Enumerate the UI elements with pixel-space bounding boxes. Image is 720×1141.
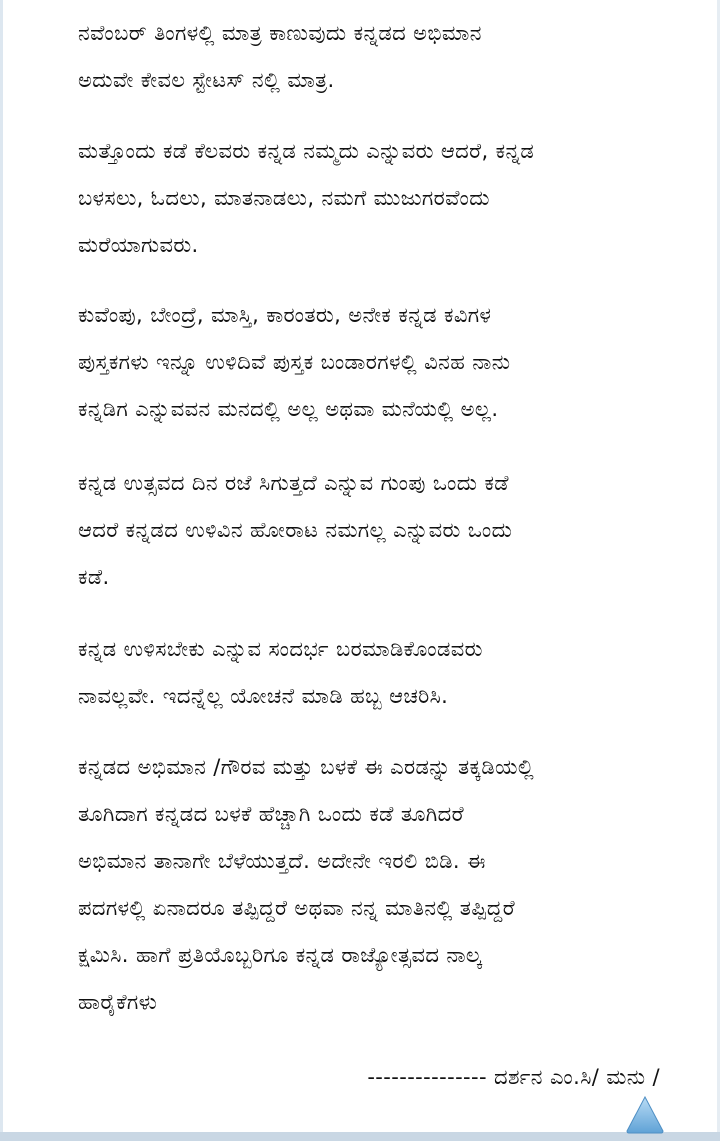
text-line: ತೂಗಿದಾಗ ಕನ್ನಡದ ಬಳಕೆ ಹೆಚ್ಚಾಗಿ ಒಂದು ಕಡೆ ತೂಗಿದರೆ [78,802,464,826]
text-line: ನಾವಲ್ಲವೇ. ಇದನ್ನೆಲ್ಲ ಯೋಚನೆ ಮಾಡಿ ಹಬ್ಬ ಆಚರಿಸಿ. [78,684,449,708]
text-line: ಅದುವೇ ಕೇವಲ ಸ್ಟೇಟಸ್ ನಲ್ಲಿ ಮಾತ್ರ. [78,68,335,92]
paragraph [78,626,688,720]
page-bottom-edge [0,1132,720,1141]
text-line: ಕುವೆಂಪು, ಬೇಂದ್ರೆ, ಮಾಸ್ತಿ, ಕಾರಂತರು, ಅನೇಕ ಕನ್ನಡ ಕವಿಗಳ [78,303,492,327]
paragraph [78,10,688,104]
text-line: ಪದಗಳಲ್ಲಿ ಏನಾದರೂ ತಪ್ಪಿದ್ದರೆ ಅಥವಾ ನನ್ನ ಮಾತಿನಲ್ಲಿ ತಪ್ಪಿದ್ದರೆ [78,896,516,920]
text-line: ಮತ್ತೊಂದು ಕಡೆ ಕೆಲವರು ಕನ್ನಡ ನಮ್ಮದು ಎನ್ನುವರು ಆದರೆ, ಕನ್ನಡ [78,139,535,163]
text-line: ಹಾರೈಕೆಗಳು [78,990,158,1014]
paragraph [78,128,688,269]
paragraph [78,292,688,433]
text-line: ಅಭಿಮಾನ ತಾನಾಗೇ ಬೆಳೆಯುತ್ತದೆ. ಅದೇನೇ ಇರಲಿ ಬಿಡಿ. ಈ [78,849,486,873]
text-line: ಕಡೆ. [78,565,110,589]
text-line: ನವೆಂಬರ್ ತಿಂಗಳಲ್ಲಿ ಮಾತ್ರ ಕಾಣುವುದು ಕನ್ನಡದ ಅಭಿಮಾನ [78,21,482,45]
text-line: ಕನ್ನಡದ ಅಭಿಮಾನ /ಗೌರವ ಮತ್ತು ಬಳಕೆ ಈ ಎರಡನ್ನು ತಕ್ಕಡಿಯಲ್ಲಿ [78,755,535,779]
triangle-scroll-thumb-icon[interactable] [623,1095,667,1135]
text-line: ಮರೆಯಾಗುವರು. [78,233,199,257]
text-line: ಕನ್ನಡಿಗ ಎನ್ನುವವನ ಮನದಲ್ಲಿ ಅಲ್ಲ ಅಥವಾ ಮನೆಯಲ್ಲಿ ಅಲ್ಲ. [78,397,499,421]
text-line: ಆದರೆ ಕನ್ನಡದ ಉಳಿವಿನ ಹೋರಾಟ ನಮಗಲ್ಲ ಎನ್ನುವರು ಒಂದು [78,518,513,542]
text-line: ಬಳಸಲು, ಓದಲು, ಮಾತನಾಡಲು, ನಮಗೆ ಮುಜುಗರವೆಂದು [78,186,490,210]
text-line: ಕನ್ನಡ ಉತ್ಸವದ ದಿನ ರಜೆ ಸಿಗುತ್ತದೆ ಎನ್ನುವ ಗುಂಪು ಒಂದು ಕಡೆ [78,471,509,495]
paragraph [78,744,688,1026]
page-left-border [0,0,3,1141]
text-line: ಪುಸ್ತಕಗಳು ಇನ್ನೂ ಉಳಿದಿವೆ ಪುಸ್ತಕ ಬಂಡಾರಗಳಲ್ಲಿ ವಿನಹ ನಾನು [78,350,511,374]
paragraph [78,460,688,601]
signature-line: --------------- ದರ್ಶನ ಎಂ.ಸಿ/ ಮನು / [367,1065,660,1089]
text-line: ಕನ್ನಡ ಉಳಿಸಬೇಕು ಎನ್ನುವ ಸಂದರ್ಭ ಬರಮಾಡಿಕೊಂಡವರು [78,637,483,661]
text-line: ಕ್ಷಮಿಸಿ. ಹಾಗೆ ಪ್ರತಿಯೊಬ್ಬರಿಗೂ ಕನ್ನಡ ರಾಜ್ಯೋತ್ಸವದ ನಾಲ್ಕ [78,943,482,967]
